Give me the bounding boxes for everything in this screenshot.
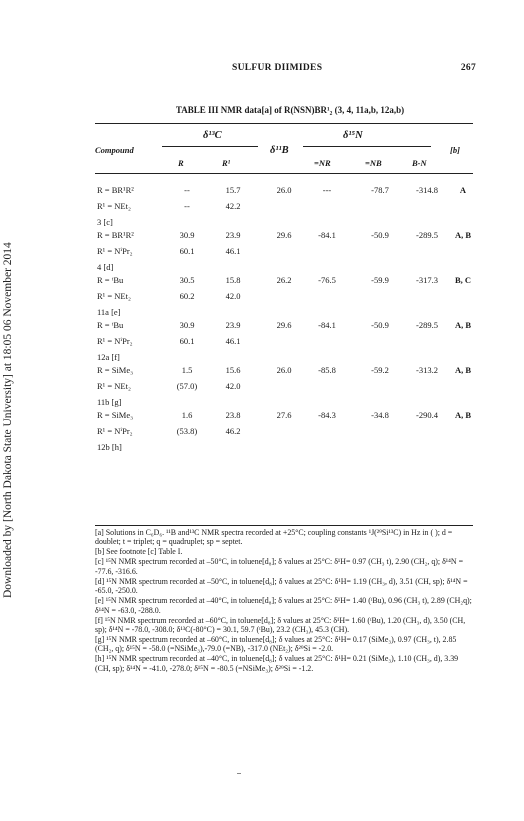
cell-n15-nb: -34.8 xyxy=(371,410,389,420)
cell-b11: 29.6 xyxy=(276,320,292,330)
cell-c13-r1: 23.8 xyxy=(225,410,241,420)
compound-label-row xyxy=(95,352,473,365)
cell-c13-r: 1.6 xyxy=(181,410,193,420)
compound-label-row xyxy=(95,442,473,455)
cell-compound: R¹ = NEt₂ xyxy=(97,291,131,301)
cell-c13-r: (53.8) xyxy=(176,426,198,436)
page-mark xyxy=(237,773,241,774)
table-row xyxy=(95,336,473,352)
footnote: [h] ¹⁵N NMR spectrum recorded at –40°C, in toluene[d₈]; δ values at 25°C: δ¹H= 0.21 (SiMe₃), 1.10 (CH₃, d), 3.39 (CH, sp); δ¹⁴N = -41.0, -278.0; δ¹⁵N = -80.5 (=NSiMe₃); δ²⁹Si = -1.2. xyxy=(95,654,459,673)
cell-c13-r1: 15.7 xyxy=(225,185,241,195)
footnote: [f] ¹⁵N NMR spectrum recorded at –60°C, in toluene[d₈]; δ values at 25°C: δ¹H= 1.60 (ᵗBu), 1.20 (CH₃, d), 3.50 (CH, sp); δ¹⁴N = -78.0, -308.0; δ¹³C(-80°C) = 30.1, 59.7 (ᵗBu), 23.2 (CH₃), 45.3 (CH). xyxy=(95,615,466,635)
table-row xyxy=(95,381,473,397)
cell-n15-bn: -289.5 xyxy=(416,230,438,240)
cell-c13-r1: 15.8 xyxy=(225,275,241,285)
footnote: [e] ¹⁵N NMR spectrum recorded at –40°C, in toluene[d₈]; δ values at 25°C: δ¹H= 1.40 (ᵗBu), 0.96 (CH₃ t), 2.89 (CH₂q); δ¹⁴N = -63.0, -288.0. xyxy=(95,596,472,615)
cell-b11: 26.2 xyxy=(276,275,292,285)
cell-compound: R¹ = NEt₂ xyxy=(97,201,131,211)
cell-b11: 26.0 xyxy=(276,365,292,375)
cell-c13-r: 60.1 xyxy=(179,246,195,256)
footnotes xyxy=(95,528,475,674)
cell-c13-r1: 46.1 xyxy=(225,336,241,346)
compound-label-row xyxy=(95,217,473,230)
cell-n15-nb: -50.9 xyxy=(371,320,389,330)
cell-n15-nr: -84.1 xyxy=(318,320,336,330)
compound-label: 11b [g] xyxy=(97,397,122,407)
table-row xyxy=(95,426,473,442)
header-c13: δ¹³C xyxy=(203,130,222,141)
cell-c13-r: 30.9 xyxy=(179,320,195,330)
cell-c13-r: -- xyxy=(184,201,190,211)
cell-c13-r1: 46.2 xyxy=(225,426,241,436)
header-ref: [b] xyxy=(450,145,460,155)
cell-ref: A, B xyxy=(454,365,472,375)
header-r1: R¹ xyxy=(222,158,231,168)
cell-n15-bn: -290.4 xyxy=(416,410,438,420)
cell-n15-nr: -84.1 xyxy=(318,230,336,240)
cell-ref: B, C xyxy=(454,275,472,285)
header-nr: =NR xyxy=(314,158,331,168)
header-bn: B-N xyxy=(412,158,427,168)
compound-label: 11a [e] xyxy=(97,307,121,317)
cell-ref: A, B xyxy=(454,230,472,240)
compound-label: 4 [d] xyxy=(97,262,114,272)
c13-span-rule xyxy=(162,146,258,147)
cell-compound: R = BR¹R² xyxy=(97,230,134,240)
table-row xyxy=(95,365,473,381)
cell-n15-nb: -78.7 xyxy=(371,185,389,195)
cell-c13-r: 60.2 xyxy=(179,291,195,301)
cell-compound: R¹ = NEt₂ xyxy=(97,381,131,391)
cell-n15-nr: -85.8 xyxy=(318,365,336,375)
cell-compound: R = SiMe₃ xyxy=(97,365,134,375)
running-head-title: SULFUR DIIMIDES xyxy=(232,63,323,73)
cell-n15-bn: -289.5 xyxy=(416,320,438,330)
cell-c13-r1: 42.2 xyxy=(225,201,241,211)
table-row xyxy=(95,410,473,426)
cell-compound: R¹ = NⁱPr₂ xyxy=(97,246,133,256)
n15-span-rule xyxy=(303,146,431,147)
cell-n15-nr: --- xyxy=(322,185,332,195)
cell-n15-nb: -59.9 xyxy=(371,275,389,285)
table-body xyxy=(95,185,473,455)
cell-n15-nr: -84.3 xyxy=(318,410,336,420)
compound-label: 12b [h] xyxy=(97,442,122,452)
table-row xyxy=(95,246,473,262)
running-head xyxy=(150,63,476,77)
download-watermark: Downloaded by [North Dakota State University] at 18:05 06 November 2014 xyxy=(2,242,14,598)
footnote: [g] ¹⁵N NMR spectrum recorded at –60°C, in toluene[d₈]; δ values at 25°C: δ¹H= 0.17 (SiMe₃), 0.97 (CH₃, t), 2.85 (CH₂, q); δ¹⁵N = -58.0 (=NSiMe₃),-79.0 (=NB), -317.0 (NEt₂); δ²⁹Si = -2.0. xyxy=(95,635,457,654)
footnote: [d] ¹⁵N NMR spectrum recorded at –50°C, in toluene[d₈]; δ values at 25°C: δ¹H= 1.19 (CH₃, d), 3.51 (CH, sp); δ¹⁴N = -65.0, -250.0. xyxy=(95,576,468,596)
cell-c13-r1: 42.0 xyxy=(225,381,241,391)
compound-label-row xyxy=(95,307,473,320)
footnote: [b] See footnote [c] Table I. xyxy=(95,547,183,557)
table-row xyxy=(95,275,473,291)
cell-compound: R = ᵗBu xyxy=(97,275,124,285)
compound-label: 12a [f] xyxy=(97,352,120,362)
header-r: R xyxy=(178,158,184,168)
cell-c13-r: (57.0) xyxy=(176,381,198,391)
cell-compound: R = ᵗBu xyxy=(97,320,124,330)
cell-ref: A xyxy=(459,185,467,195)
table-row xyxy=(95,185,473,201)
cell-b11: 29.6 xyxy=(276,230,292,240)
page-number: 267 xyxy=(460,63,476,73)
cell-c13-r1: 23.9 xyxy=(225,230,241,240)
header-nb: =NB xyxy=(365,158,382,168)
compound-label: 3 [c] xyxy=(97,217,113,227)
cell-c13-r: 30.9 xyxy=(179,230,195,240)
cell-ref: A, B xyxy=(454,410,472,420)
cell-c13-r: 60.1 xyxy=(179,336,195,346)
cell-c13-r: 1.5 xyxy=(181,365,193,375)
table-row xyxy=(95,291,473,307)
cell-c13-r: 30.5 xyxy=(179,275,195,285)
cell-compound: R¹ = NⁱPr₂ xyxy=(97,426,133,436)
cell-c13-r1: 46.1 xyxy=(225,246,241,256)
cell-compound: R = BR¹R² xyxy=(97,185,134,195)
cell-compound: R = SiMe₃ xyxy=(97,410,134,420)
table-row xyxy=(95,201,473,217)
table-row xyxy=(95,320,473,336)
header-n15: δ¹⁵N xyxy=(343,130,363,141)
header-b11: δ¹¹B xyxy=(270,145,289,156)
header-bottom-rule xyxy=(95,173,473,174)
cell-n15-bn: -317.3 xyxy=(416,275,438,285)
compound-label-row xyxy=(95,262,473,275)
table-row xyxy=(95,230,473,246)
header-compound: Compound xyxy=(95,145,134,155)
footnote: [c] ¹⁵N NMR spectrum recorded at –50°C, in toluene[d₈]; δ values at 25°C: δ¹H= 0.97 (CH₃ t), 2.90 (CH₂, q); δ¹⁴N = -77.6, -316.6. xyxy=(95,557,464,576)
cell-n15-bn: -314.8 xyxy=(416,185,438,195)
cell-b11: 26.0 xyxy=(276,185,292,195)
footnote: [a] Solutions in C₆D₆. ¹¹B and¹³C NMR spectra recorded at +25°C; coupling constants ¹J(²⁹Si¹³C) in Hz in ( ); d = doublet; t = triplet; q = quadruplet; sp = septet. xyxy=(95,528,453,547)
cell-c13-r: -- xyxy=(184,185,190,195)
cell-n15-nb: -50.9 xyxy=(371,230,389,240)
cell-compound: R¹ = NⁱPr₂ xyxy=(97,336,133,346)
cell-c13-r1: 15.6 xyxy=(225,365,241,375)
table-caption: TABLE III NMR data[a] of R(NSN)BR¹₂ (3, 4, 11a,b, 12a,b) xyxy=(175,105,405,115)
cell-n15-bn: -313.2 xyxy=(416,365,438,375)
table-top-rule xyxy=(95,123,473,124)
cell-c13-r1: 23.9 xyxy=(225,320,241,330)
cell-ref: A, B xyxy=(454,320,472,330)
cell-b11: 27.6 xyxy=(276,410,292,420)
cell-c13-r1: 42.0 xyxy=(225,291,241,301)
table-bottom-rule xyxy=(95,525,473,526)
cell-n15-nr: -76.5 xyxy=(318,275,336,285)
compound-label-row xyxy=(95,397,473,410)
cell-n15-nb: -59.2 xyxy=(371,365,389,375)
